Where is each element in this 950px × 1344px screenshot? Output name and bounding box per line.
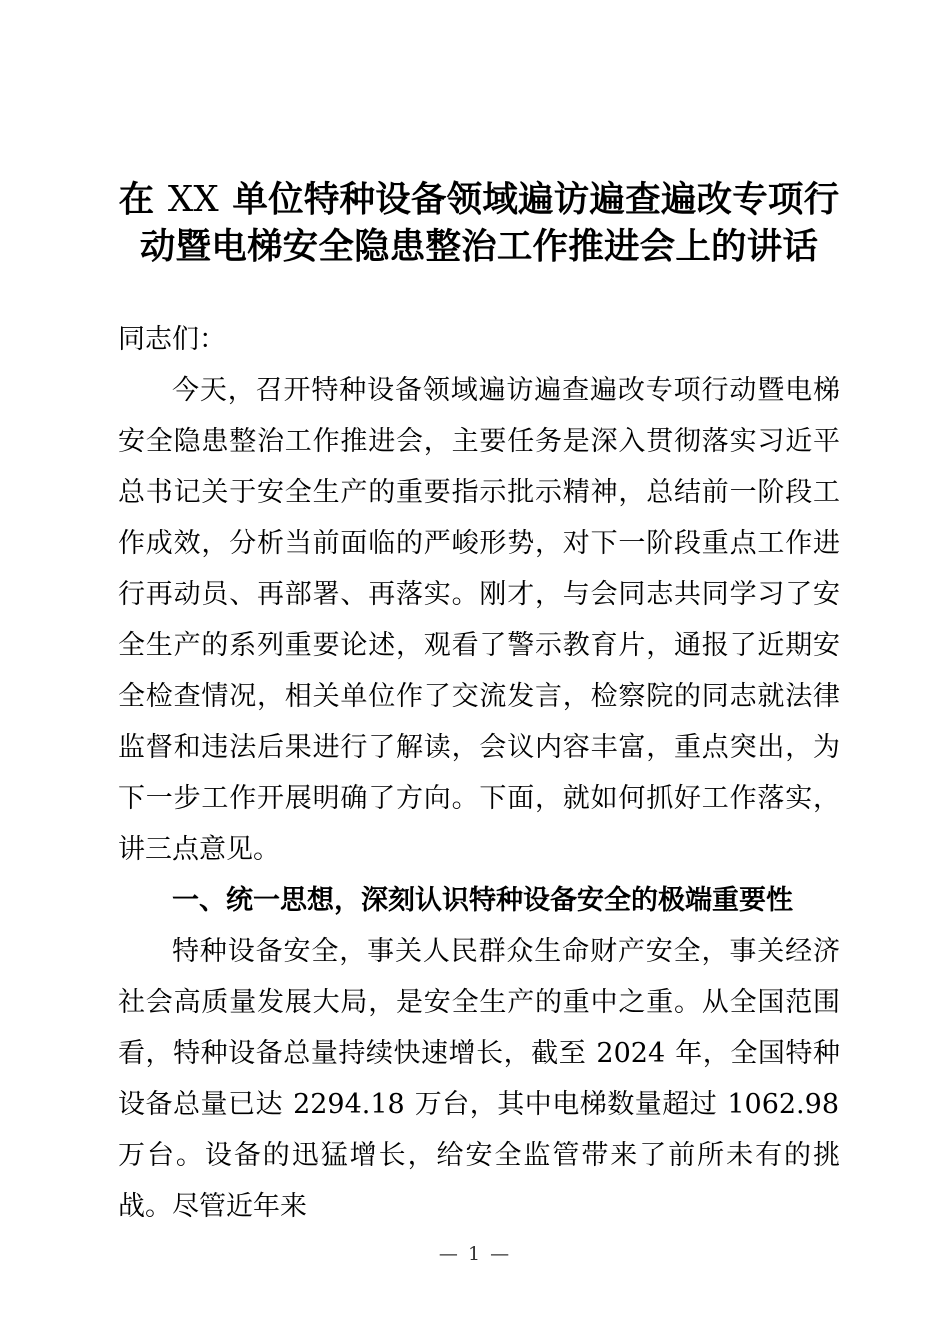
- inline-numeral: XX: [167, 179, 219, 220]
- paragraph-opening: 今天，召开特种设备领域遍访遍查遍改专项行动暨电梯安全隐患整治工作推进会，主要任务是深入贯彻落实习近平总书记关于安全生产的重要指示批示精神，总结前一阶段工作成效，分析当前面临的严峻形势，对下一阶段重点工作进行再动员、再部署、再落实。刚才，与会同志共同学习了安全生产的系列重要论述，观看了警示教育片，通报了近期安全检查情况，相关单位作了交流发言，检察院的同志就法律监督和违法后果进行了解读，会议内容丰富，重点突出，为下一步工作开展明确了方向。下面，就如何抓好工作落实，讲三点意见。: [118, 375, 840, 865]
- paragraph-section-1-body-1: 特种设备安全，事关人民群众生命财产安全，事关经济社会高质量发展大局，是安全生产的重中之重。从全国范围看，特种设备总量持续快速增长，截至 2024 年，全国特种设备总量已达 2294.18 万台，其中电梯数量超过 1062.98 万台。设备的迅猛增长，给安全监管带来了前所未有的挑战。尽管近年来: [118, 936, 840, 1222]
- page-number: — 1 —: [438, 1243, 512, 1265]
- inline-numeral: 1062.98: [727, 1089, 839, 1120]
- page-title: 在 XX 单位特种设备领域遍访遍查遍改专项行动暨电梯安全隐患整治工作推进会上的讲话: [118, 179, 840, 267]
- page-footer: [0, 1243, 950, 1265]
- salutation: 同志们：: [118, 324, 226, 355]
- inline-numeral: 2024: [596, 1038, 666, 1069]
- section-heading-1: 一、统一思想，深刻认识特种设备安全的极端重要性: [172, 885, 793, 916]
- inline-numeral: 2294.18: [293, 1089, 405, 1120]
- page-content: [118, 0, 840, 1232]
